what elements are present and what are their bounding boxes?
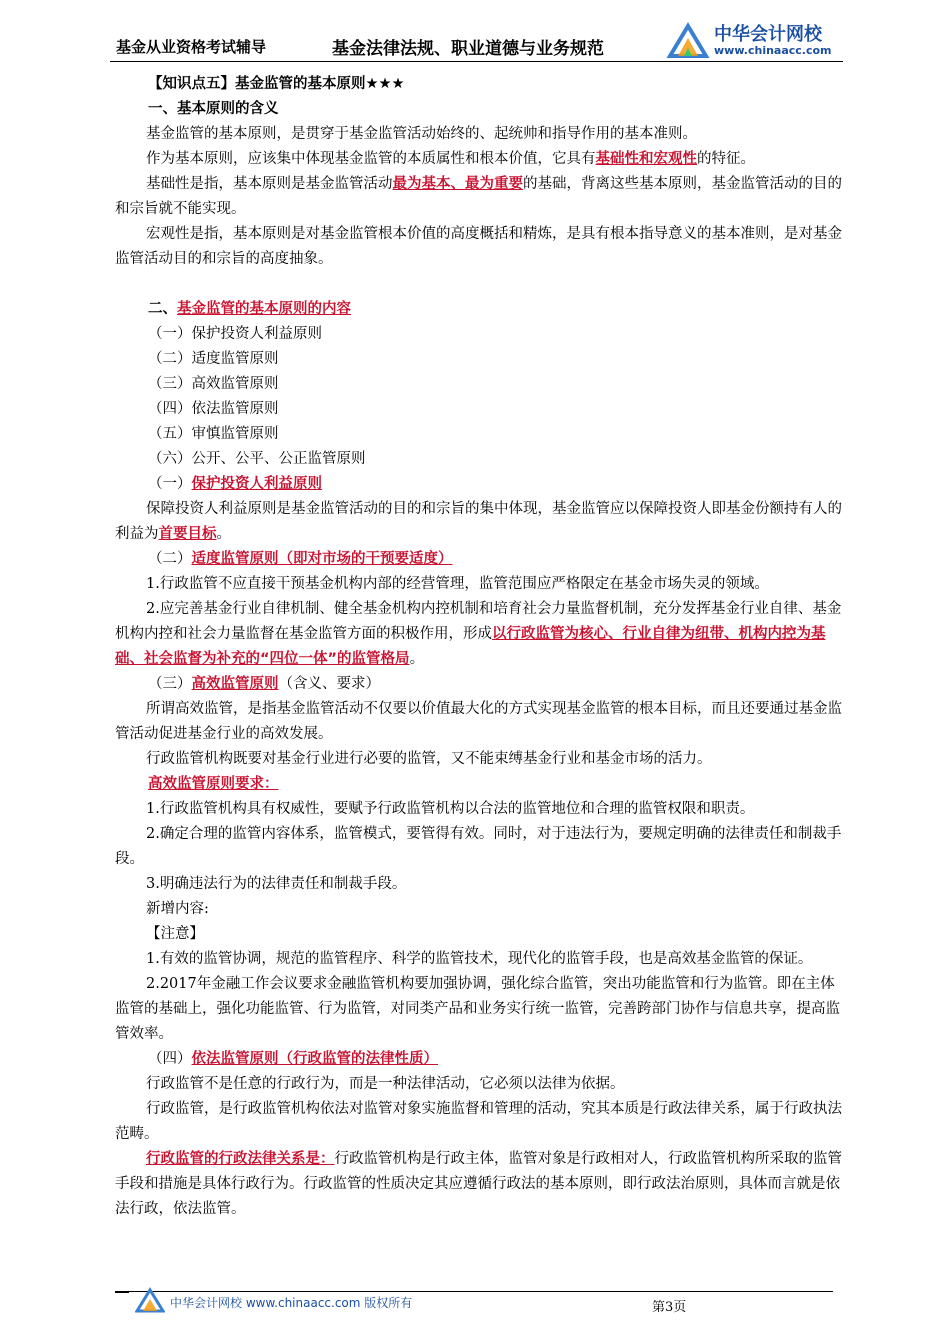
highlight-text: 最为基本、最为重要 <box>392 176 523 192</box>
new-content-label: 新增内容: <box>146 901 209 917</box>
note-item: 2.2017年金融工作会议要求金融监管机构要加强协调，强化综合监管，突出功能监管和行为监管。即在主体监管的基础上，强化功能监管、行为监管，对同类产品和业务实行统一监管，完善跨部门协作与信息共享，提高监管效率。 <box>115 976 840 1042</box>
highlight-text: 高效监管原则要求： <box>148 776 279 792</box>
principle-4-heading <box>115 1047 845 1072</box>
text-run: （四） <box>148 1051 192 1067</box>
highlight-text: 首要目标 <box>158 526 217 542</box>
highlight-text: 适度监管原则（即对市场的干预要适度） <box>191 551 453 567</box>
text-run: 作为基本原则，应该集中体现基金监管的本质属性和根本价值，它具有 <box>146 151 596 167</box>
principle-2-item-2 <box>115 597 845 672</box>
principle-list-item: （六）公开、公平、公正监管原则 <box>148 451 366 467</box>
text-run: 的特征。 <box>697 151 755 167</box>
section-2-title <box>115 297 845 322</box>
brand-logo <box>666 20 846 60</box>
text-run: 。 <box>216 526 231 542</box>
footer-logo-icon <box>135 1287 165 1313</box>
header-subject-title: 基金法律法规、职业道德与业务规范 <box>332 39 604 59</box>
logo-url: www.chinaacc.com <box>714 44 832 57</box>
requirement-item: 1.行政监管机构具有权威性，要赋予行政监管机构以合法的监管地位和合理的监管权限和职责。 <box>146 801 755 817</box>
highlight-text: 依法监管原则（行政监管的法律性质） <box>191 1051 438 1067</box>
text-run: 二、 <box>148 301 177 317</box>
principle-4-body-3 <box>115 1147 845 1222</box>
footer-copyright: 中华会计网校 www.chinaacc.com 版权所有 <box>170 1296 413 1310</box>
text-run: （含义、要求） <box>278 676 380 692</box>
text-run: 行政监管机构是行政主体，监管对象是行政相对人，行政监管机构所采取的监管手段和措施是具体行政行为。行政监管的性质决定其应遵循行政法的基本原则，即行政法治原则，具体而言就是依法行政，依法监管。 <box>115 1151 842 1217</box>
footer-divider <box>115 1291 833 1292</box>
principle-2-item-1: 1.行政监管不应直接干预基金机构内部的经营管理，监管范围应严格限定在基金市场失灵的领域。 <box>146 576 769 592</box>
text-run: 2.应完善基金行业自律机制、健全基金机构内控机制和培育社会力量监督机制，充分发挥基金行业自律、基金机构内控和社会力量监督在基金监管方面的积极作用，形成 <box>115 601 842 642</box>
principle-list-item: （三）高效监管原则 <box>148 376 279 392</box>
text-run: 。 <box>409 651 425 667</box>
document-body <box>115 72 845 1222</box>
principle-3-body-2: 行政监管机构既要对基金行业进行必要的监管，又不能束缚基金行业和基金市场的活力。 <box>146 751 712 767</box>
section-1-paragraph-2 <box>115 147 845 172</box>
requirement-item: 2.确定合理的监管内容体系，监管模式，要管得有效。同时，对于违法行为，要规定明确的法律责任和制裁手段。 <box>115 826 842 867</box>
principle-list-item: （一）保护投资人利益原则 <box>148 326 322 342</box>
spacer <box>115 272 845 297</box>
principle-4-body-2: 行政监管，是行政监管机构依法对监管对象实施监督和管理的活动，究其本质是行政法律关系，属于行政执法范畴。 <box>115 1101 842 1142</box>
principle-1-heading <box>115 472 845 497</box>
text-run: 的基础，背离这些基本原则，基金监管活动的目的和宗旨就不能实现。 <box>115 176 842 217</box>
highlight-text: 基金监管的基本原则的内容 <box>177 301 351 317</box>
logo-triangle-icon <box>666 20 712 60</box>
principle-list-item: （二）适度监管原则 <box>148 351 279 367</box>
text-run: 保障投资人利益原则是基金监管活动的目的和宗旨的集中体现，基金监管应以保障投资人即基金份额持有人的利益为 <box>115 501 842 542</box>
highlight-text: 基础性和宏观性 <box>595 151 697 167</box>
requirement-item: 3.明确违法行为的法律责任和制裁手段。 <box>146 876 407 892</box>
principle-3-heading <box>115 672 845 697</box>
principle-list-item: （四）依法监管原则 <box>148 401 279 417</box>
header-course-title: 基金从业资格考试辅导 <box>116 38 267 56</box>
highlight-text: 行政监管的行政法律关系是： <box>146 1151 335 1167</box>
principle-4-body-1: 行政监管不是任意的行政行为，而是一种法律活动，它必须以法律为依据。 <box>146 1076 625 1092</box>
section-1-paragraph-1: 基金监管的基本原则，是贯穿于基金监管活动始终的、起统帅和指导作用的基本准则。 <box>146 126 697 142</box>
highlight-text: 以行政监管为核心、行业自律为纽带、机构内控为基础、社会监督为补充的“四位一体”的监管格局 <box>115 626 826 667</box>
principle-2-heading <box>115 547 845 572</box>
page-number: 第3页 <box>652 1300 687 1315</box>
header-divider <box>110 61 843 62</box>
section-1-paragraph-3 <box>115 172 845 222</box>
text-run: （一） <box>148 476 192 492</box>
section-1-title: 一、基本原则的含义 <box>148 101 279 117</box>
text-run: 基础性是指，基本原则是基金监管活动 <box>146 176 393 192</box>
principle-3-requirements-title <box>115 772 845 797</box>
logo-name: 中华会计网校 <box>714 24 822 45</box>
text-run: （二） <box>148 551 192 567</box>
principle-3-body-1: 所谓高效监管，是指基金监管活动不仅要以价值最大化的方式实现基金监管的根本目标，而且还要通过基金监管活动促进基金行业的高效发展。 <box>115 701 842 742</box>
footer-dash <box>115 1292 129 1293</box>
knowledge-point-title: 【知识点五】基金监管的基本原则★★★ <box>148 76 405 92</box>
principle-list-item: （五）审慎监管原则 <box>148 426 279 442</box>
text-run: （三） <box>148 676 192 692</box>
page-header <box>110 20 845 60</box>
note-item: 1.有效的监管协调，规范的监管程序、科学的监管技术，现代化的监管手段，也是高效基金监管的保证。 <box>146 951 813 967</box>
section-1-paragraph-4: 宏观性是指，基本原则是对基金监管根本价值的高度概括和精炼，是具有根本指导意义的基本准则，是对基金监管活动目的和宗旨的高度抽象。 <box>115 226 842 267</box>
highlight-text: 高效监管原则 <box>191 676 279 692</box>
note-title: 【注意】 <box>146 926 204 942</box>
highlight-text: 保护投资人利益原则 <box>191 476 322 492</box>
principle-1-body <box>115 497 845 547</box>
